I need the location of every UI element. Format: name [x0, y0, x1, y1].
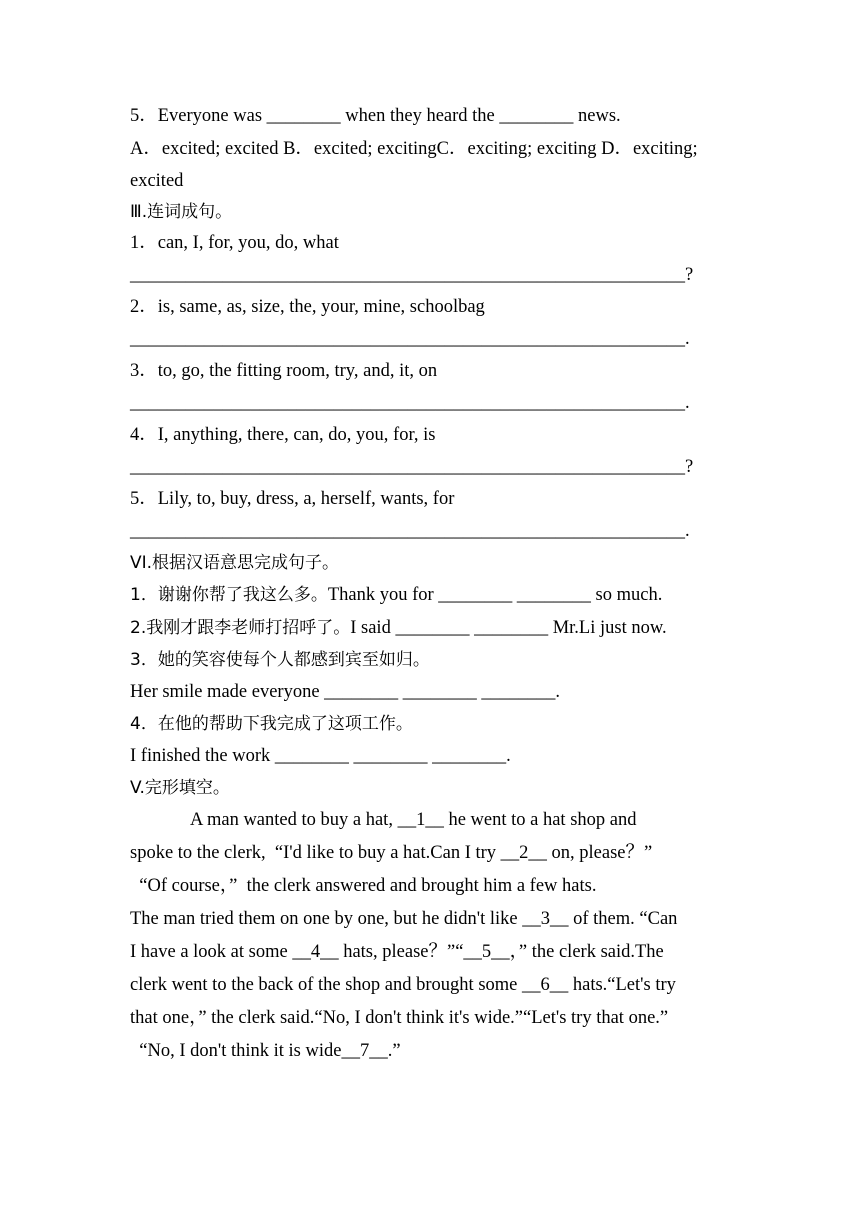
answer-line: ____________________________________________________________. [130, 393, 690, 413]
word-order-item: 3．to, go, the fitting room, try, and, it, on [130, 361, 438, 381]
english-sentence: Thank you for ________ ________ so much. [327, 585, 663, 605]
section-5-title: V.完形填空。 [130, 778, 230, 798]
cloze-paragraph-line: I have a look at some __4__ hats, please？”“__5__，” the clerk said.The [130, 942, 664, 962]
word-order-item: 5．Lily, to, buy, dress, a, herself, wants, for [130, 489, 455, 509]
english-sentence: Her smile made everyone ________ ________ ________. [130, 682, 561, 702]
translation-item-1 [130, 579, 734, 612]
cloze-paragraph-line: spoke to the clerk, “I'd like to buy a hat.Can I try __2__ on, please？” [130, 843, 653, 863]
cloze-paragraph-line: “Of course，” the clerk answered and brought him a few hats. [130, 876, 597, 896]
english-sentence: I finished the work ________ ________ ________. [130, 746, 511, 766]
chinese-prompt: 3．她的笑容使每个人都感到宾至如归。 [130, 650, 430, 670]
translation-item-2 [130, 612, 734, 645]
cloze-paragraph-line: The man tried them on one by one, but he didn't like __3__ of them. “Can [130, 909, 678, 929]
answer-line: ____________________________________________________________? [130, 265, 694, 285]
cloze-paragraph-line: that one，” the clerk said.“No, I don't think it's wide.”“Let's try that one.” [130, 1008, 669, 1028]
choice-options-continued: excited [130, 171, 184, 191]
chinese-prompt: 1．谢谢你帮了我这么多。 [130, 585, 328, 605]
choice-options: A．excited; excited B．excited; excitingC．exciting; exciting D．exciting; [130, 139, 698, 159]
section-3-title: Ⅲ.连词成句。 [130, 202, 233, 222]
word-order-item: 4．I, anything, there, can, do, you, for, is [130, 425, 436, 445]
answer-line: ____________________________________________________________. [130, 521, 690, 541]
chinese-prompt: 4．在他的帮助下我完成了这项工作。 [130, 714, 413, 734]
cloze-paragraph-line: clerk went to the back of the shop and brought some __6__ hats.“Let's try [130, 975, 676, 995]
english-sentence: I said ________ ________ Mr.Li just now. [350, 618, 667, 638]
word-order-item: 2．is, same, as, size, the, your, mine, schoolbag [130, 297, 485, 317]
cloze-paragraph-line: A man wanted to buy a hat, __1__ he went to a hat shop and [190, 810, 637, 830]
answer-line: ____________________________________________________________. [130, 329, 690, 349]
cloze-paragraph-line: “No, I don't think it is wide__7__.” [130, 1041, 401, 1061]
choice-question-5: 5．Everyone was ________ when they heard the ________ news. [130, 106, 621, 126]
section-6-title: VI.根据汉语意思完成句子。 [130, 553, 340, 573]
chinese-prompt: 2.我刚才跟李老师打招呼了。 [130, 618, 351, 638]
worksheet-page [130, 100, 734, 1068]
answer-line: ____________________________________________________________? [130, 457, 694, 477]
word-order-item: 1．can, I, for, you, do, what [130, 233, 339, 253]
